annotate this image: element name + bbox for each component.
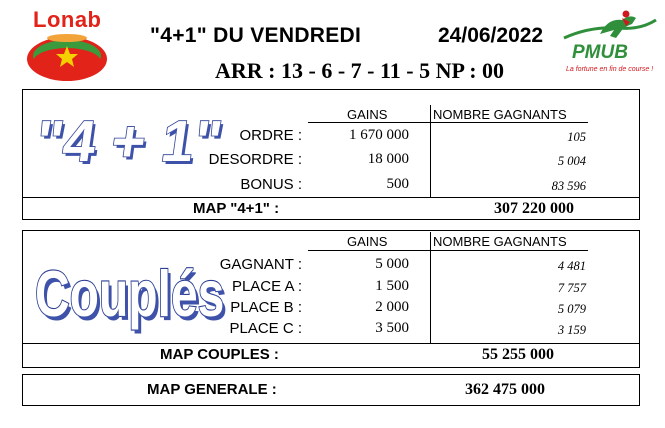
lonab-logo [22,4,117,84]
map-generale-label: MAP GENERALE : [147,381,277,398]
row-label: PLACE C : [229,320,302,337]
row-label: PLACE B : [230,299,302,316]
map-4plus1-value: 307 220 000 [494,200,574,217]
row-gain: 3 500 [375,320,409,336]
row-gain: 1 670 000 [349,127,409,143]
pmub-logo [560,8,660,78]
row-label: PLACE A : [231,278,302,295]
row-label: DESORDRE : [208,151,302,168]
row-gagnants: 3 159 [557,323,586,337]
gains-header: GAINS [347,107,388,122]
column-header-rule [308,250,588,251]
page-title: "4+1" DU VENDREDI [150,24,362,47]
draw-date: 24/06/2022 [438,24,544,47]
column-divider [430,232,431,343]
map-couples-value: 55 255 000 [482,346,554,363]
map-generale-box [22,374,640,406]
row-gain: 500 [386,176,409,192]
row-label: GAGNANT : [219,256,302,273]
gagnants-header: NOMBRE GAGNANTS [433,107,567,122]
row-label: ORDRE : [239,127,302,144]
row-gagnants: 4 481 [557,259,586,273]
column-divider [430,105,431,197]
section-4plus1-divider [22,197,640,198]
pmub-logo-text: PMUB [572,42,628,63]
lonab-logo-text: Lonab [33,7,102,32]
map-generale-value: 362 475 000 [465,381,545,398]
row-gain: 18 000 [367,151,409,167]
section-couples-art-label: Couplés [35,259,225,331]
gagnants-header: NOMBRE GAGNANTS [433,234,567,249]
row-label: BONUS : [240,176,302,193]
map-couples-label: MAP COUPLES : [160,346,279,363]
row-gagnants: 7 757 [557,281,586,295]
row-gagnants: 83 596 [551,179,586,193]
pmub-tagline: La fortune en fin de course ! [566,66,654,73]
arrivee-result: ARR : 13 - 6 - 7 - 11 - 5 NP : 00 [215,58,505,83]
column-header-rule [308,122,588,123]
section-couples-divider [22,343,640,344]
gains-header: GAINS [347,234,388,249]
row-gain: 5 000 [375,256,409,272]
row-gagnants: 5 079 [557,302,586,316]
row-gain: 1 500 [375,278,409,294]
row-gagnants: 105 [567,130,586,144]
row-gain: 2 000 [375,299,409,315]
section-4plus1-art-label: "4 + 1" [31,109,227,174]
row-gagnants: 5 004 [557,154,586,168]
map-4plus1-label: MAP "4+1" : [193,200,280,217]
